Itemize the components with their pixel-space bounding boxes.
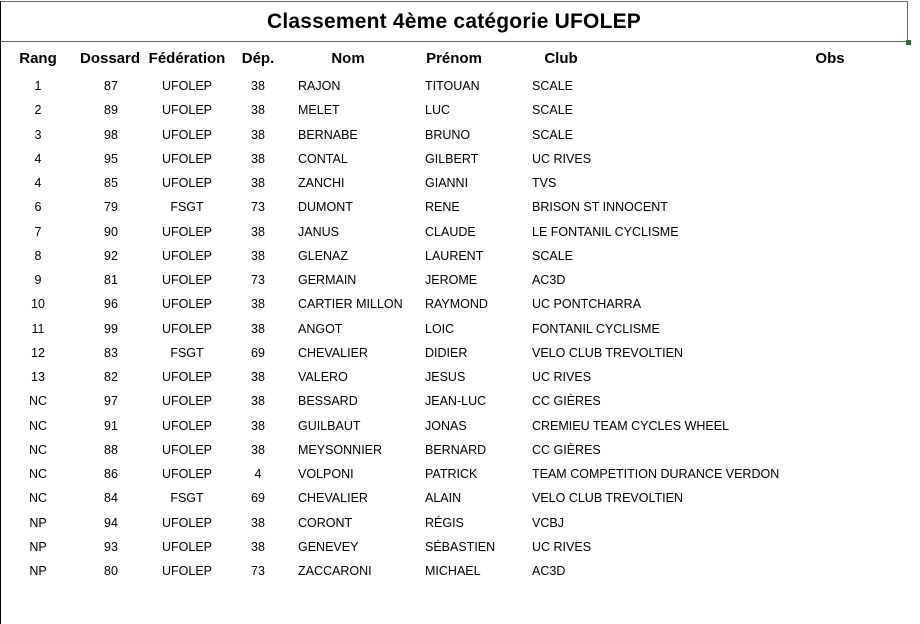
cell-rang: 4 [34, 176, 42, 190]
cell-nom: MELET [298, 103, 340, 118]
cell-nom: ANGOT [298, 321, 343, 336]
cell-nom: JANUS [298, 224, 339, 239]
left-border-line [0, 42, 1, 624]
cell-prenom: MICHAEL [425, 564, 481, 578]
cell-nom: CHEVALIER [298, 345, 368, 360]
cell-dep: 38 [251, 515, 265, 530]
cell-club: VELO CLUB TREVOLTIEN [532, 491, 683, 506]
cell-prenom: SÉBASTIEN [425, 539, 496, 554]
cell-nom: RAJON [298, 79, 341, 93]
cell-federation: UFOLEP [161, 103, 213, 118]
cell-club: UC RIVES [532, 151, 592, 166]
cell-federation: UFOLEP [161, 127, 213, 142]
cell-rang: NC [28, 491, 48, 506]
cell-rang: 11 [31, 321, 45, 336]
cell-dep: 38 [251, 248, 265, 263]
cell-fill-handle[interactable] [906, 40, 911, 45]
cell-prenom: RÉGIS [425, 515, 464, 530]
cell-dep: 69 [251, 491, 265, 506]
cell-club: LE FONTANIL CYCLISME [532, 224, 679, 239]
cell-dep: 38 [251, 176, 265, 190]
cell-club: TEAM COMPETITION DURANCE VERDON [532, 467, 780, 481]
cell-dossard: 93 [104, 539, 118, 554]
cell-federation: FSGT [170, 491, 204, 506]
cell-federation: UFOLEP [161, 564, 213, 578]
cell-federation: UFOLEP [161, 297, 213, 312]
cell-federation: UFOLEP [161, 418, 213, 433]
cell-prenom: JONAS [425, 418, 467, 433]
cell-club: SCALE [532, 79, 573, 93]
cell-rang: 8 [34, 248, 42, 263]
cell-club: BRISON ST INNOCENT [532, 200, 668, 215]
cell-dep: 38 [251, 297, 265, 312]
cell-dossard: 96 [104, 297, 118, 312]
cell-federation: UFOLEP [161, 79, 213, 93]
cell-federation: UFOLEP [161, 515, 213, 530]
cell-federation: FSGT [170, 345, 204, 360]
cell-prenom: DIDIER [425, 345, 468, 360]
cell-prenom: RAYMOND [425, 297, 488, 312]
cell-nom: CARTIER MILLON [298, 297, 403, 312]
cell-club: UC RIVES [532, 539, 592, 554]
header-club: Club [544, 50, 578, 67]
cell-club: FONTANIL CYCLISME [532, 321, 660, 336]
cell-dep: 38 [251, 394, 265, 409]
cell-prenom: JESUS [425, 370, 466, 384]
cell-rang: 9 [34, 273, 42, 287]
cell-rang: NC [28, 467, 48, 481]
cell-federation: UFOLEP [161, 394, 213, 409]
cell-prenom: BRUNO [425, 127, 471, 142]
cell-nom: BESSARD [298, 394, 358, 409]
cell-dossard: 90 [104, 224, 118, 239]
cell-dep: 4 [254, 467, 262, 481]
cell-club: AC3D [532, 564, 566, 578]
cell-rang: NP [29, 515, 47, 530]
cell-nom: BERNABE [298, 127, 358, 142]
cell-dep: 73 [251, 564, 265, 578]
cell-dep: 38 [251, 79, 265, 93]
cell-rang: 12 [31, 345, 45, 360]
cell-nom: GLENAZ [298, 248, 349, 263]
cell-federation: UFOLEP [161, 151, 213, 166]
cell-dep: 73 [251, 200, 265, 215]
cell-federation: FSGT [170, 200, 204, 215]
cell-dep: 38 [251, 321, 265, 336]
cell-federation: UFOLEP [161, 467, 213, 481]
cell-federation: UFOLEP [161, 273, 213, 287]
cell-club: CREMIEU TEAM CYCLES WHEEL [532, 418, 730, 433]
cell-dossard: 80 [104, 564, 118, 578]
cell-prenom: PATRICK [425, 467, 478, 481]
cell-dep: 38 [251, 224, 265, 239]
cell-club: SCALE [532, 248, 573, 263]
header-federation: Fédération [148, 50, 226, 67]
cell-rang: NC [28, 394, 48, 409]
cell-prenom: GIANNI [425, 176, 469, 190]
cell-dep: 38 [251, 418, 265, 433]
cell-dossard: 91 [104, 418, 118, 433]
cell-dossard: 97 [104, 394, 118, 409]
cell-club: SCALE [532, 103, 573, 118]
cell-dep: 38 [251, 442, 265, 457]
cell-dossard: 79 [104, 200, 118, 215]
cell-nom: CORONT [298, 515, 353, 530]
cell-dossard: 84 [104, 491, 118, 506]
cell-dossard: 89 [104, 103, 118, 118]
cell-club: VELO CLUB TREVOLTIEN [532, 345, 683, 360]
cell-prenom: LUC [425, 103, 451, 118]
cell-club: VCBJ [532, 515, 564, 530]
cell-nom: CHEVALIER [298, 491, 368, 506]
cell-rang: 10 [31, 297, 45, 312]
cell-dossard: 83 [104, 345, 118, 360]
header-prenom: Prénom [426, 50, 482, 67]
header-dossard: Dossard [79, 50, 141, 67]
cell-federation: UFOLEP [161, 370, 213, 384]
cell-rang: NP [29, 564, 47, 578]
cell-nom: DUMONT [298, 200, 353, 215]
cell-nom: CONTAL [298, 151, 348, 166]
cell-club: UC RIVES [532, 370, 592, 384]
cell-dep: 38 [251, 539, 265, 554]
cell-club: UC PONTCHARRA [532, 297, 642, 312]
cell-club: SCALE [532, 127, 573, 142]
cell-dossard: 99 [104, 321, 118, 336]
cell-prenom: CLAUDE [425, 224, 476, 239]
cell-rang: 3 [34, 127, 42, 142]
cell-prenom: ALAIN [425, 491, 462, 506]
cell-rang: 4 [34, 151, 42, 166]
cell-federation: UFOLEP [161, 539, 213, 554]
cell-dossard: 81 [104, 273, 118, 287]
cell-federation: UFOLEP [161, 442, 213, 457]
cell-rang: 6 [34, 200, 42, 215]
cell-dep: 73 [251, 273, 265, 287]
cell-nom: VALERO [298, 370, 348, 384]
cell-club: AC3D [532, 273, 566, 287]
cell-dep: 38 [251, 103, 265, 118]
cell-prenom: LAURENT [425, 248, 484, 263]
cell-prenom: GILBERT [425, 151, 479, 166]
cell-dep: 38 [251, 370, 265, 384]
cell-club: TVS [532, 176, 557, 190]
cell-rang: 13 [31, 370, 45, 384]
cell-federation: UFOLEP [161, 321, 213, 336]
cell-prenom: RENE [425, 200, 460, 215]
cell-club: CC GIÈRES [532, 442, 601, 457]
page-title: Classement 4ème catégorie UFOLEP [266, 9, 642, 33]
cell-rang: 1 [34, 79, 42, 93]
cell-federation: UFOLEP [161, 176, 213, 190]
cell-dep: 38 [251, 151, 265, 166]
header-rang: Rang [19, 50, 57, 67]
cell-nom: ZANCHI [298, 176, 345, 190]
cell-dossard: 88 [104, 442, 118, 457]
cell-dossard: 87 [104, 79, 118, 93]
cell-rang: NC [28, 418, 48, 433]
cell-club: CC GIÈRES [532, 394, 601, 409]
cell-dossard: 94 [104, 515, 118, 530]
cell-rang: 2 [34, 103, 42, 118]
cell-rang: NP [29, 539, 47, 554]
cell-dossard: 82 [104, 370, 118, 384]
title-banner [0, 1, 908, 42]
cell-dossard: 98 [104, 127, 118, 142]
cell-dossard: 86 [104, 467, 118, 481]
cell-nom: GERMAIN [298, 273, 357, 287]
cell-federation: UFOLEP [161, 248, 213, 263]
cell-rang: 7 [34, 224, 42, 239]
cell-dep: 38 [251, 127, 265, 142]
cell-dossard: 85 [104, 176, 118, 190]
cell-dossard: 92 [104, 248, 118, 263]
cell-nom: MEYSONNIER [298, 442, 383, 457]
cell-rang: NC [28, 442, 48, 457]
cell-nom: VOLPONI [298, 467, 354, 481]
cell-prenom: BERNARD [425, 442, 487, 457]
header-dep: Dép. [241, 50, 275, 67]
header-obs: Obs [815, 50, 845, 67]
cell-nom: GUILBAUT [298, 418, 361, 433]
header-nom: Nom [331, 50, 365, 67]
cell-prenom: TITOUAN [425, 79, 480, 93]
cell-dossard: 95 [104, 151, 118, 166]
cell-nom: GENEVEY [298, 539, 359, 554]
cell-nom: ZACCARONI [298, 564, 372, 578]
cell-prenom: JEAN-LUC [425, 394, 487, 409]
cell-prenom: JEROME [425, 273, 478, 287]
cell-prenom: LOIC [425, 321, 455, 336]
cell-federation: UFOLEP [161, 224, 213, 239]
cell-dep: 69 [251, 345, 265, 360]
